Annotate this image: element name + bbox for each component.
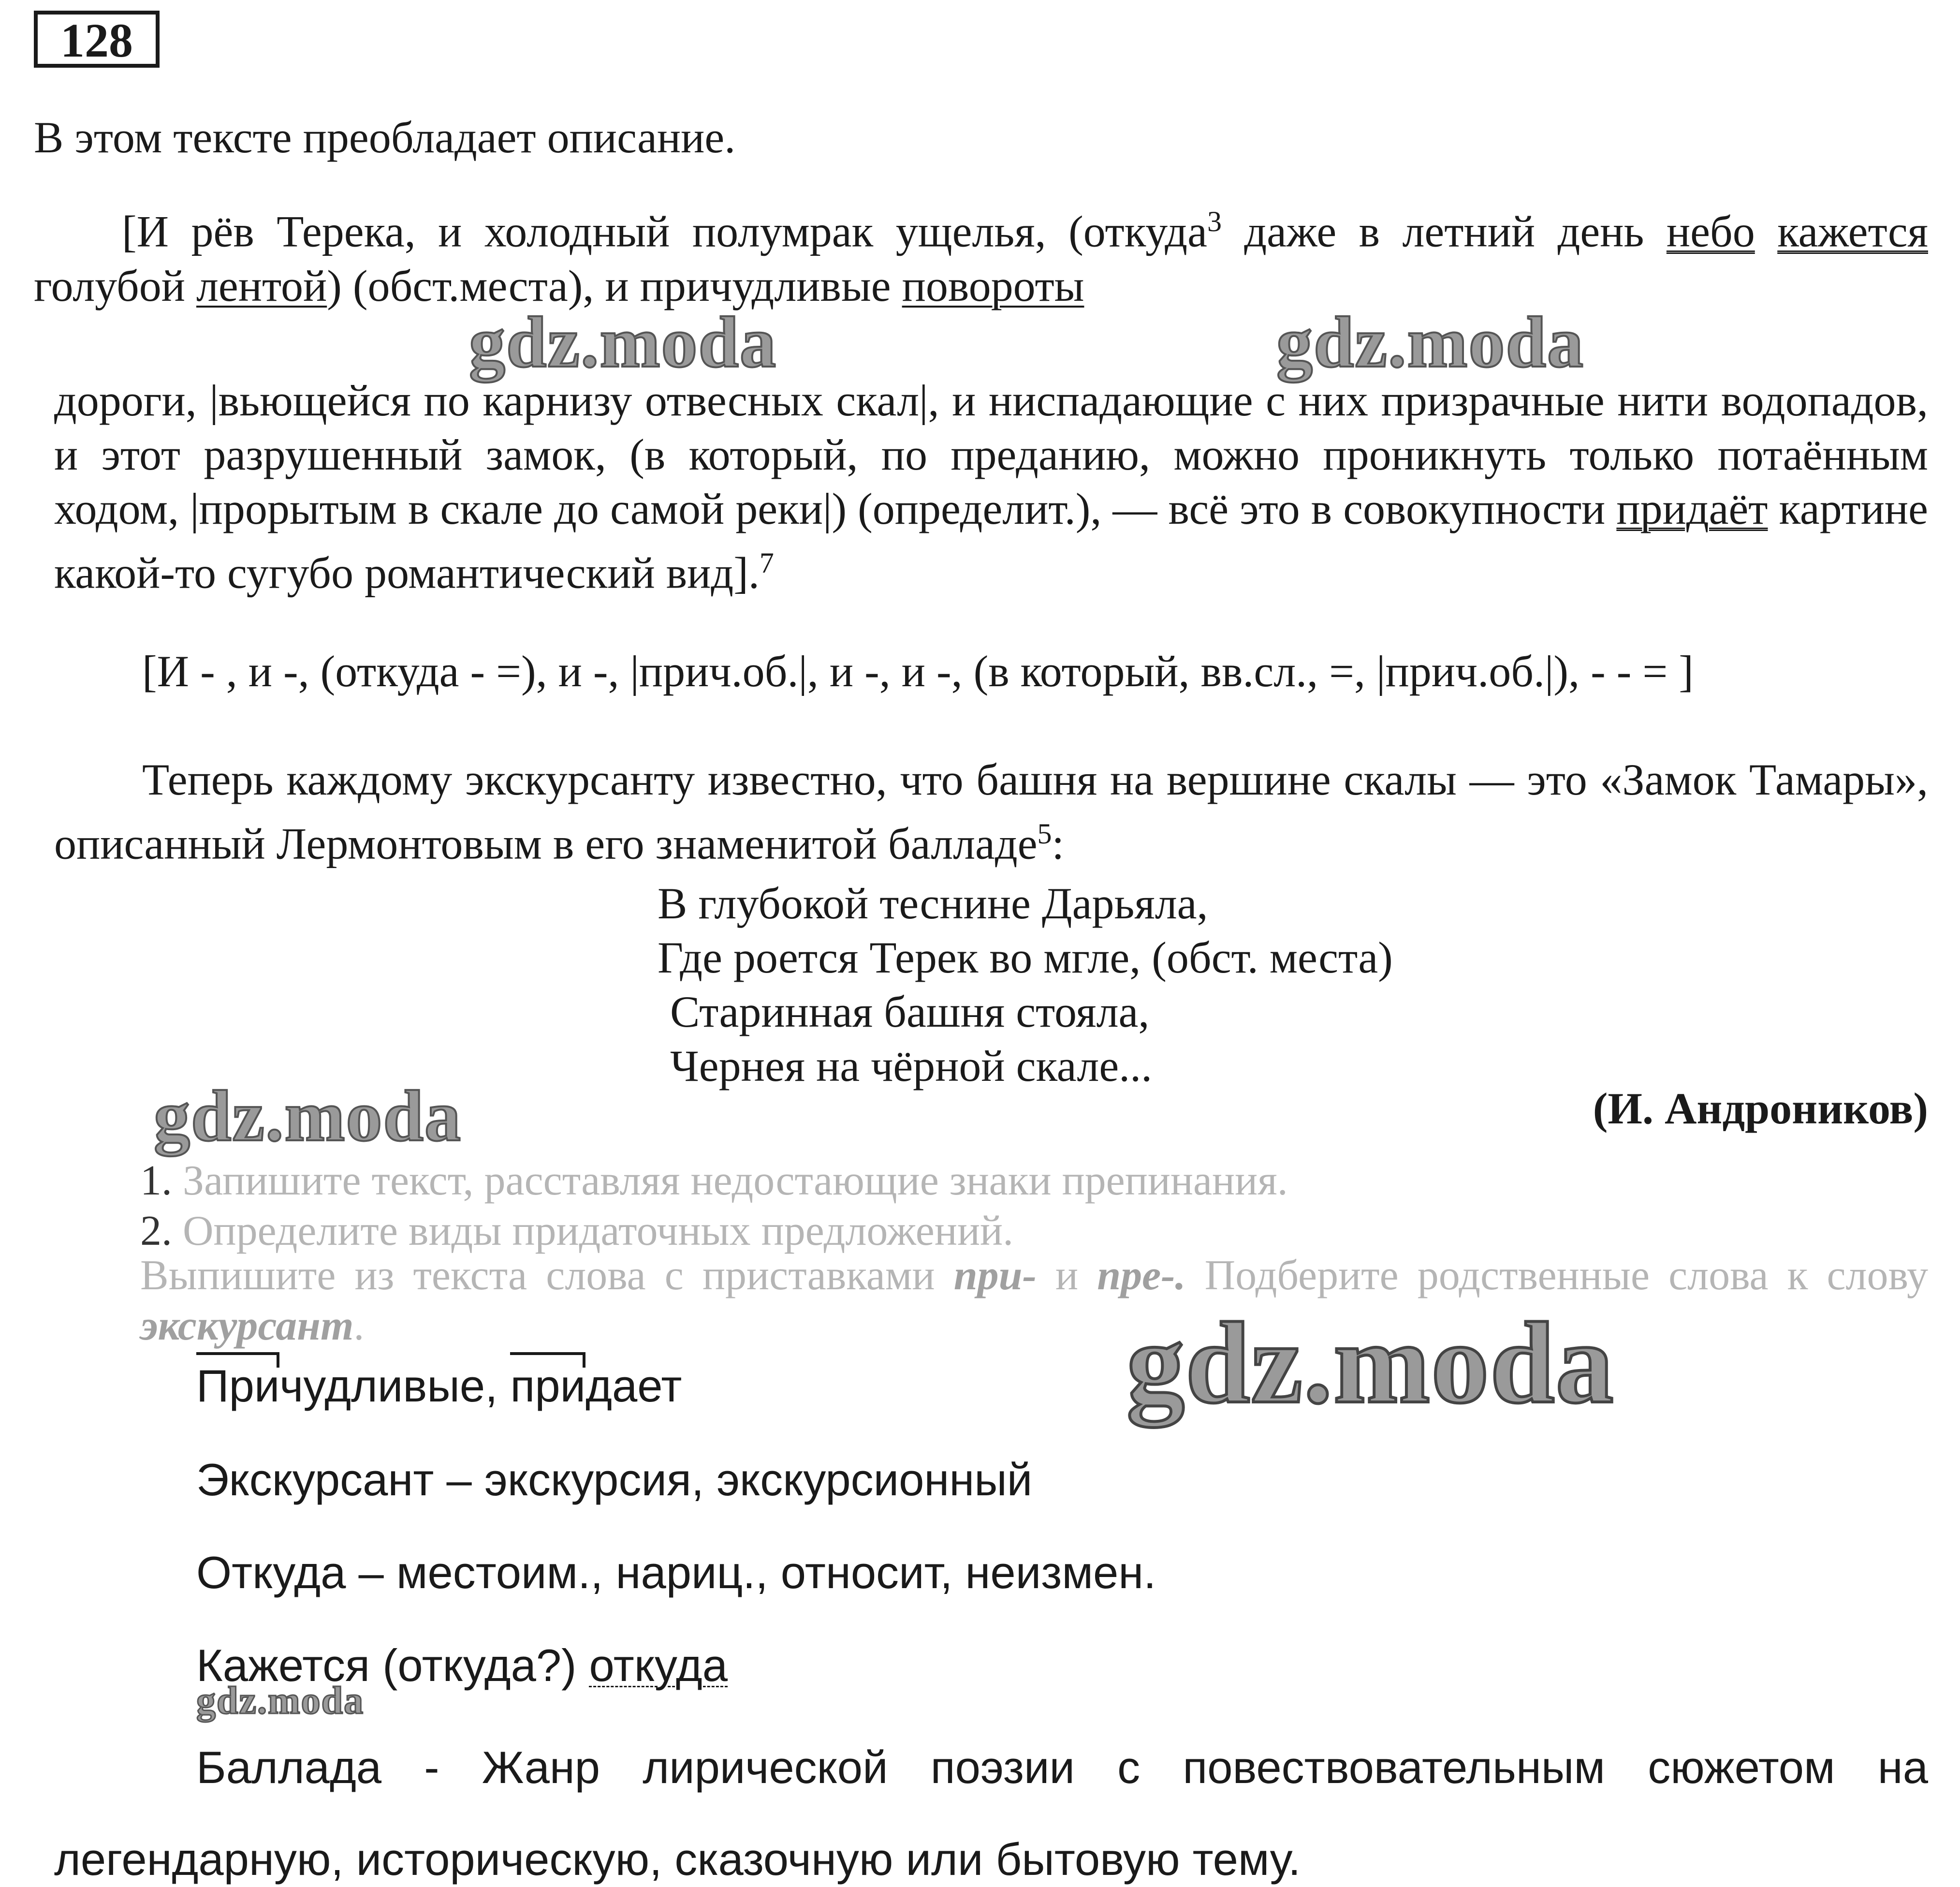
answer-line-1-rest-1: чудливые,	[279, 1360, 511, 1411]
word-otkuda: откуда	[589, 1640, 728, 1691]
p1-part-d: ) (обст.места), и причудливые	[327, 261, 902, 310]
second-paragraph	[54, 752, 1928, 871]
prefix-pre: пре-.	[1097, 1252, 1186, 1299]
watermark-2: gdz.moda	[1276, 302, 1584, 383]
answer-line-4-a: Кажется (откуда?)	[196, 1640, 589, 1691]
prefix-pri: при-	[953, 1252, 1037, 1299]
author: (И. Андроников)	[1593, 1084, 1928, 1133]
main-paragraph	[34, 194, 1928, 313]
answer-line-3: Откуда – местоим., нариц., относит, неизмен.	[196, 1547, 1156, 1598]
word-pridaet: придаёт	[1616, 484, 1768, 533]
watermark-5: gdz.moda	[196, 1680, 365, 1722]
word-kazhetsya: кажется	[1777, 206, 1928, 256]
task-1	[140, 1156, 1288, 1206]
verse-line-4: Чернея на чёрной скале...	[670, 1041, 1153, 1091]
watermark-3: gdz.moda	[154, 1076, 462, 1156]
task-2	[140, 1206, 1013, 1256]
task-2-number: 2.	[140, 1208, 172, 1254]
p2-part-a: Теперь каждому экскурсанту известно, что башня на вершине скалы — это «Замок Тамары», описанный Лермонтовым в его знаменитой балладе	[54, 755, 1928, 869]
prefix-mark-1: При	[196, 1359, 279, 1413]
answer-line-1-rest-2: дает	[585, 1360, 682, 1411]
word-povoroty: повороты	[902, 261, 1084, 310]
prefix-mark-2: при	[510, 1359, 585, 1413]
sentence-scheme: [И - , и -, (откуда - =), и -, |прич.об.|, и -, и -, (в который, вв.сл., =, |прич.об.|), - - = ]	[142, 647, 1694, 696]
verse-line-2: Где роется Терек во мгле, (обст. места)	[658, 933, 1393, 982]
footnote-3: 3	[1207, 206, 1222, 237]
word-nebo: небо	[1666, 206, 1755, 256]
watermark-1: gdz.moda	[469, 302, 777, 383]
ballad-definition: Баллада - Жанр лирической поэзии с повествовательным сюжетом на легендарную, историческую, сказочную или бытовую тему.	[54, 1742, 1928, 1885]
p2-part-b: :	[1052, 819, 1065, 869]
p1-part-e: дороги, |вьющейся по карнизу отвесных скал|, и ниспадающие с них призрачные нити водопадов, и этот разрушенный замок, (в который, по преданию, можно проникнуть только потаённым ходом, |прорытым в скале до самой реки|) (определит.), — всё это в совокупности	[54, 376, 1928, 533]
exercise-number: 128	[34, 11, 160, 68]
task-3	[140, 1251, 1928, 1351]
p1-part-f: картине какой-то сугубо романтический вид].	[54, 484, 1929, 598]
verse-line-3: Старинная башня стояла,	[670, 987, 1150, 1036]
main-paragraph-cont	[54, 373, 1928, 600]
task-3-part-a: Выпишите из текста слова с приставками	[140, 1252, 954, 1299]
task-2-text: Определите виды придаточных предложений.	[183, 1208, 1014, 1254]
task-1-text: Запишите текст, расставляя недостающие знаки препинания.	[183, 1157, 1288, 1204]
task-1-number: 1.	[140, 1157, 172, 1204]
task-3-end: .	[353, 1302, 365, 1349]
task-3-and: и	[1036, 1252, 1097, 1299]
verse-line-1: В глубокой теснине Дарьяла,	[658, 879, 1208, 928]
watermark-4: gdz.moda	[1126, 1298, 1615, 1427]
footnote-5: 5	[1037, 818, 1052, 850]
footnote-7: 7	[759, 547, 774, 579]
answer-line-1	[196, 1359, 682, 1413]
word-ekskursant: экскурсант	[140, 1302, 354, 1349]
p1-part-a: [И рёв Терека, и холодный полумрак ущелья, (откуда	[122, 206, 1207, 256]
p1-part-c: голубой	[34, 261, 196, 310]
intro-text: В этом тексте преобладает описание.	[34, 113, 736, 162]
answer-line-2: Экскурсант – экскурсия, экскурсионный	[196, 1454, 1033, 1505]
p1-part-b: даже в летний день	[1221, 206, 1667, 256]
word-lentoy: лентой	[196, 261, 327, 310]
task-3-part-b: Подберите родственные слова к слову	[1185, 1252, 1929, 1299]
